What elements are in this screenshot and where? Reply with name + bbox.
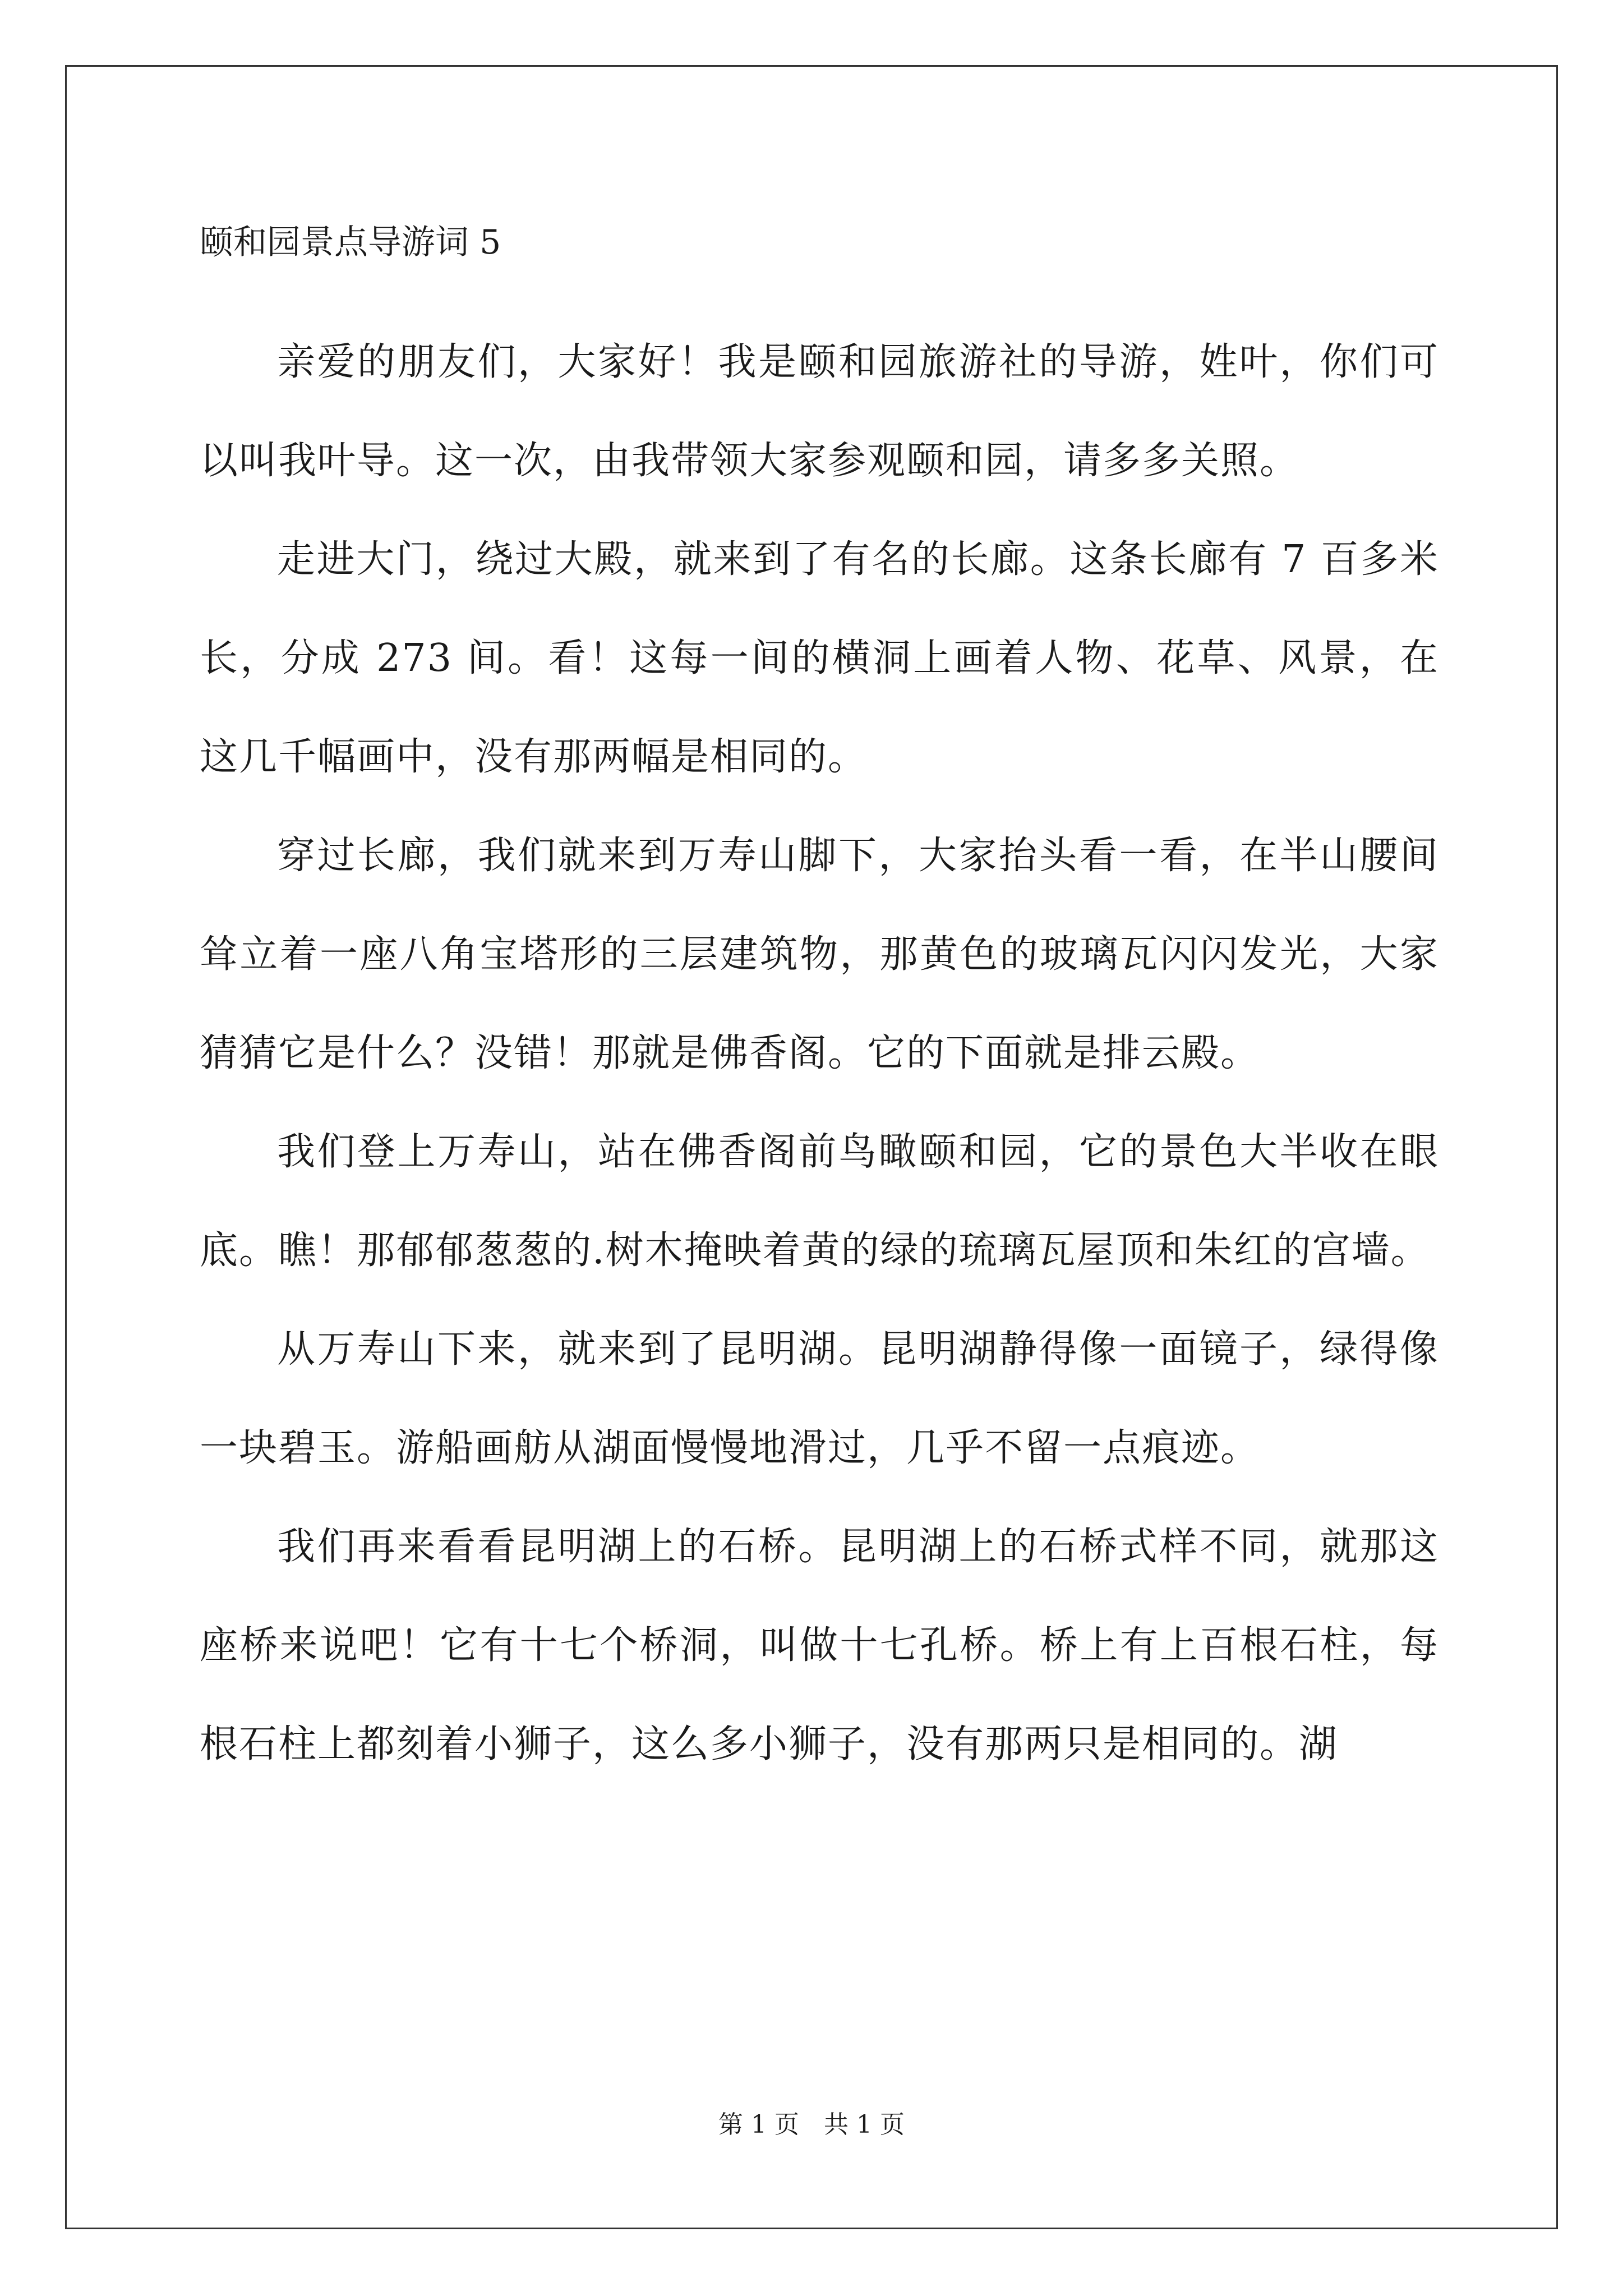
paragraph-longevity-hill: 穿过长廊，我们就来到万寿山脚下，大家抬头看一看，在半山腰间耸立着一座八角宝塔形的三层建筑物，那黄色的玻璃瓦闪闪发光，大家猜猜它是什么？没错！那就是佛香阁。它的下面就是排云殿。 — [200, 834, 1439, 1075]
paragraph-long-corridor: 走进大门，绕过大殿，就来到了有名的长廊。这条长廊有 7 百多米长，分成 273 间。看！这每一间的横洞上画着人物、花草、风景，在这几千幅画中，没有那两幅是相同的。 — [200, 537, 1439, 779]
document-title: 颐和园景点导游词 5 — [200, 223, 501, 262]
page-number: 第 1 页 共 1 页 — [718, 2110, 905, 2139]
document-body — [200, 220, 1439, 1794]
paragraph-kunming-lake: 从万寿山下来，就来到了昆明湖。昆明湖静得像一面镜子，绿得像一块碧玉。游船画舫从湖面慢慢地滑过，几乎不留一点痕迹。 — [200, 1327, 1439, 1470]
paragraph-hilltop-view: 我们登上万寿山，站在佛香阁前鸟瞰颐和园，它的景色大半收在眼底。瞧！那郁郁葱葱的.树木掩映着黄的绿的琉璃瓦屋顶和朱红的宫墙。 — [200, 1130, 1439, 1273]
paragraph-stone-bridge: 我们再来看看昆明湖上的石桥。昆明湖上的石桥式样不同，就那这座桥来说吧！它有十七个桥洞，叫做十七孔桥。桥上有上百根石柱，每根石柱上都刻着小狮子，这么多小狮子，没有那两只是相同的。湖 — [200, 1525, 1439, 1766]
paragraph-greeting: 亲爱的朋友们，大家好！我是颐和园旅游社的导游，姓叶，你们可以叫我叶导。这一次，由我带领大家参观颐和园，请多多关照。 — [200, 340, 1439, 483]
